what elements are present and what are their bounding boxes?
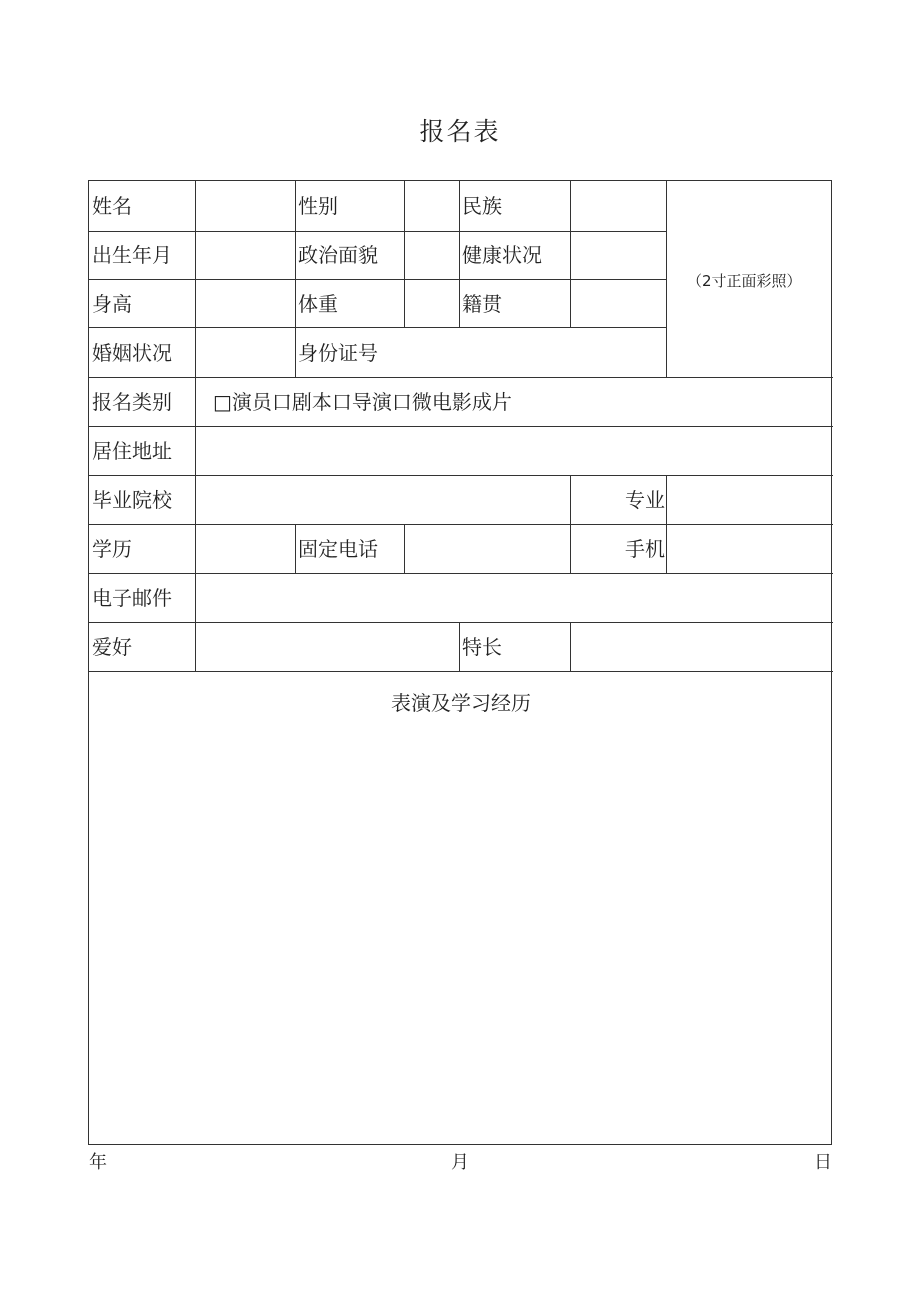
input-school[interactable] — [196, 476, 570, 524]
input-specialty[interactable] — [571, 623, 833, 671]
label-category: 报名类别 — [92, 390, 172, 414]
label-marital: 婚姻状况 — [92, 341, 172, 365]
form-title: 报名表 — [419, 117, 501, 146]
input-weight[interactable] — [405, 280, 459, 327]
grid-line — [666, 181, 667, 377]
experience-heading: 表演及学习经历 — [391, 691, 531, 715]
input-name[interactable] — [196, 181, 295, 231]
category-options[interactable]: □演员口剧本口导演口微电影成片 — [213, 390, 512, 414]
grid-line — [89, 671, 833, 672]
grid-line — [295, 181, 296, 377]
input-landline[interactable] — [405, 525, 570, 573]
footer-day: 日 — [814, 1152, 832, 1173]
label-health: 健康状况 — [462, 243, 542, 267]
label-hobbies: 爱好 — [92, 635, 132, 659]
label-education: 学历 — [92, 537, 132, 561]
photo-placeholder: （2寸正面彩照） — [687, 272, 802, 290]
label-major: 专业 — [625, 488, 665, 512]
grid-line — [459, 181, 460, 328]
label-mobile: 手机 — [625, 537, 665, 561]
input-politics[interactable] — [405, 232, 459, 279]
grid-line — [295, 524, 296, 573]
input-ethnicity[interactable] — [571, 181, 666, 231]
input-height[interactable] — [196, 280, 295, 327]
label-politics: 政治面貌 — [298, 243, 378, 267]
registration-form — [88, 180, 832, 1145]
label-landline: 固定电话 — [298, 537, 378, 561]
input-gender[interactable] — [405, 181, 459, 231]
label-email: 电子邮件 — [92, 586, 172, 610]
input-marital[interactable] — [196, 328, 295, 377]
grid-line — [459, 622, 460, 671]
label-school: 毕业院校 — [92, 488, 172, 512]
label-id-number: 身份证号 — [298, 341, 378, 365]
input-health[interactable] — [571, 232, 666, 279]
label-birth: 出生年月 — [92, 243, 172, 267]
input-education[interactable] — [196, 525, 295, 573]
label-gender: 性别 — [298, 194, 338, 218]
label-height: 身高 — [92, 292, 132, 316]
label-ethnicity: 民族 — [462, 194, 502, 218]
experience-area[interactable] — [89, 721, 832, 1144]
input-address[interactable] — [196, 427, 833, 475]
input-major[interactable] — [667, 476, 833, 524]
label-native-place: 籍贯 — [462, 292, 502, 316]
label-name: 姓名 — [92, 194, 132, 218]
input-native-place[interactable] — [571, 280, 666, 327]
grid-line — [89, 377, 833, 378]
footer-year: 年 — [89, 1152, 107, 1173]
input-id-number[interactable] — [405, 328, 666, 377]
input-birth[interactable] — [196, 232, 295, 279]
input-email[interactable] — [196, 574, 833, 622]
input-hobbies[interactable] — [196, 623, 459, 671]
label-address: 居住地址 — [92, 439, 172, 463]
label-weight: 体重 — [298, 292, 338, 316]
label-specialty: 特长 — [462, 635, 502, 659]
input-mobile[interactable] — [667, 525, 833, 573]
footer-month: 月 — [451, 1152, 469, 1173]
